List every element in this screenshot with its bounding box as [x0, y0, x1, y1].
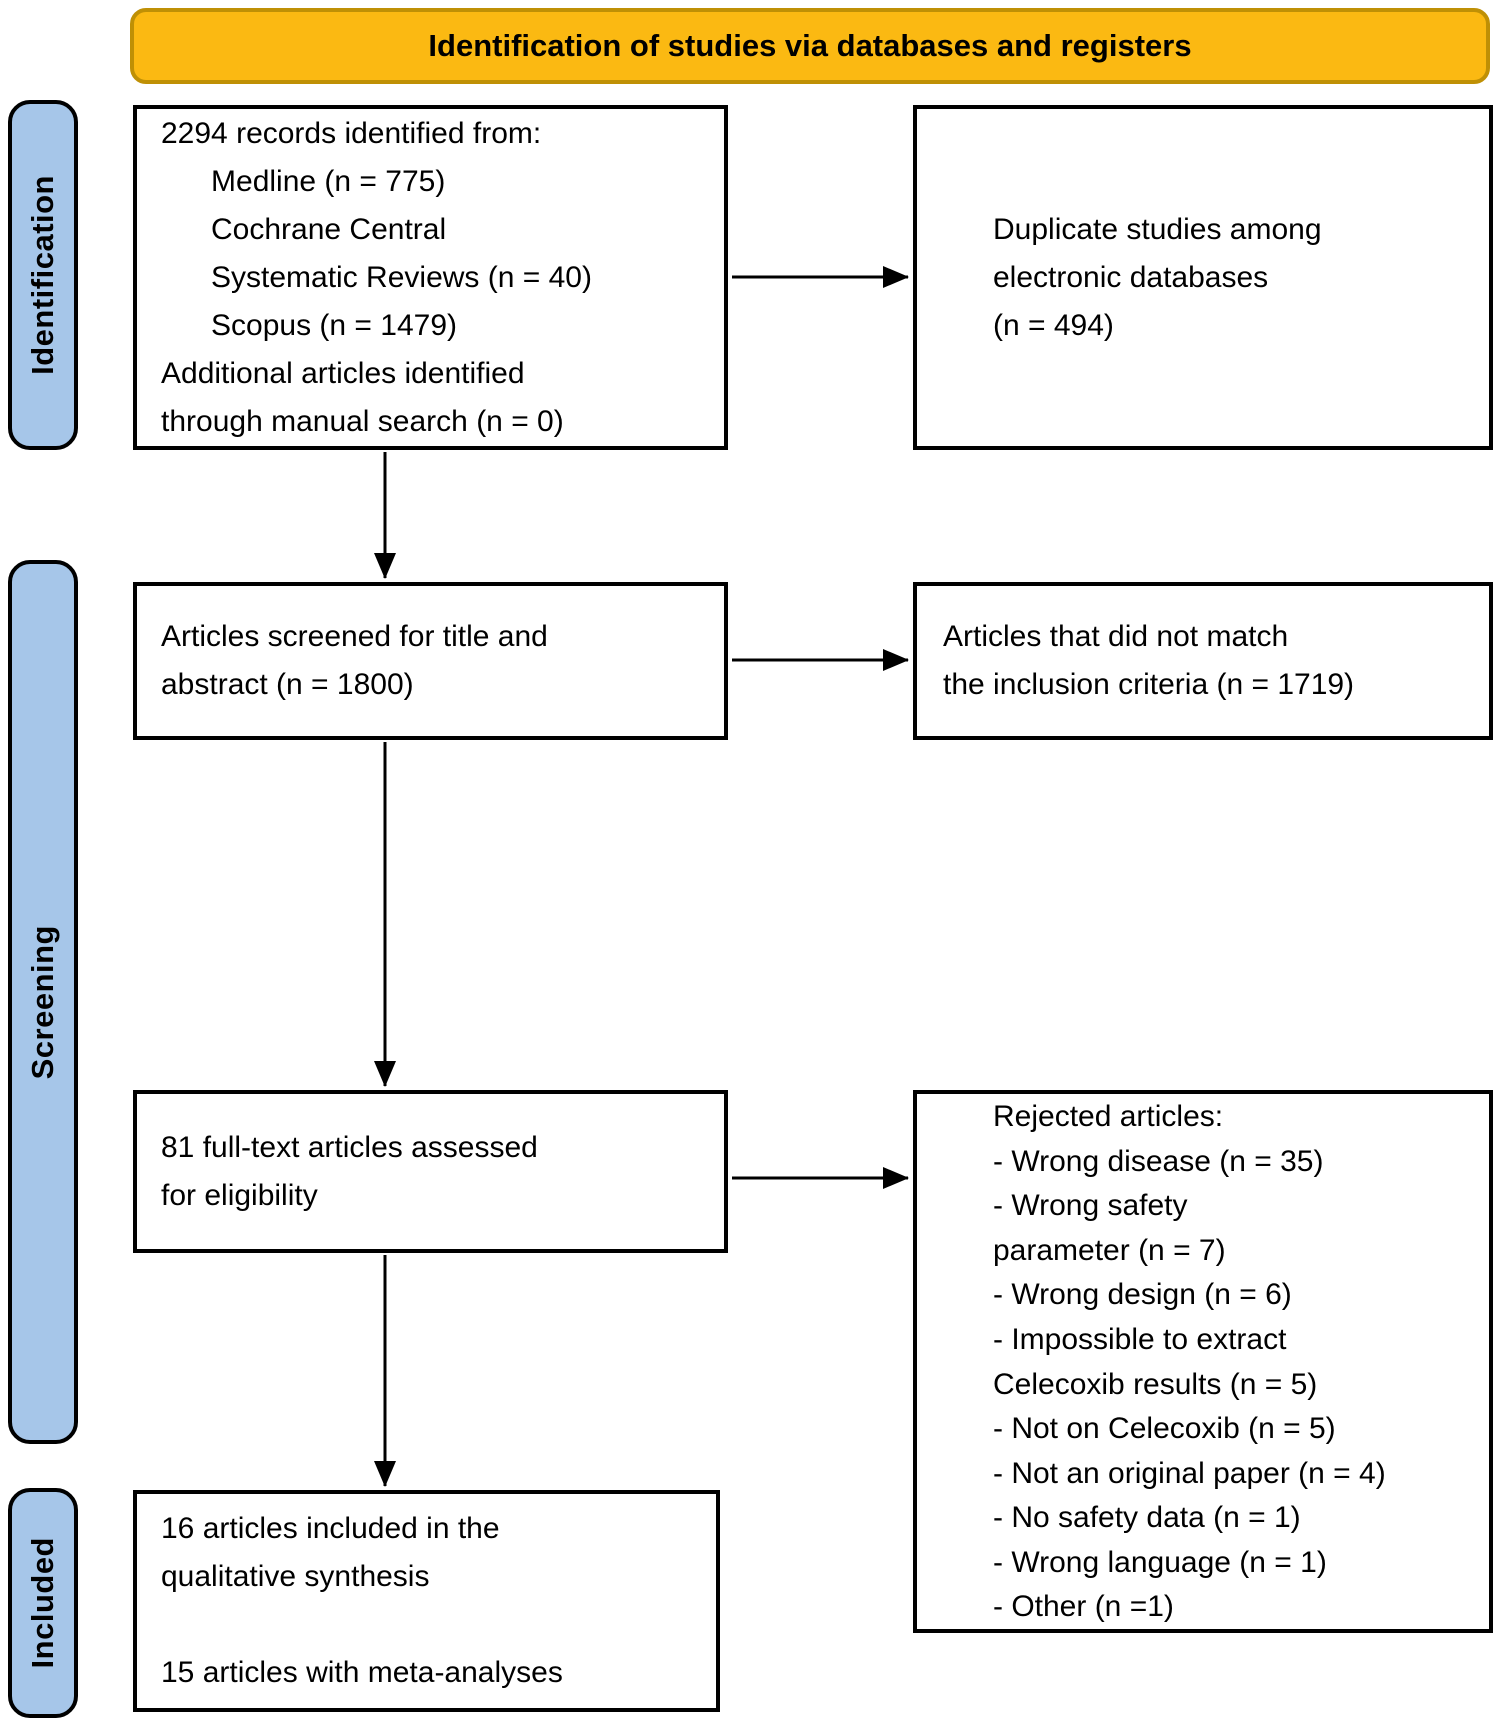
text-line: - Wrong design (n = 6): [993, 1278, 1292, 1312]
text-line: 81 full-text articles assessed: [161, 1130, 538, 1164]
text-line: [161, 1601, 708, 1649]
box-records-identified: [133, 105, 728, 450]
stage-label-screening: [8, 560, 78, 1444]
text-line: Articles screened for title and: [161, 620, 548, 653]
stage-label-included: [8, 1488, 78, 1718]
text-line: parameter (n = 7): [993, 1233, 1226, 1267]
text-line: - Wrong disease (n = 35): [993, 1144, 1324, 1178]
text-line: Articles that did not match: [943, 620, 1289, 653]
text-line: (n = 494): [993, 308, 1114, 342]
text-line: - Impossible to extract: [993, 1322, 1287, 1356]
stage-label-identification: [8, 100, 78, 450]
stage-label-screening-text: Screening: [25, 924, 60, 1080]
box-duplicate-studies: [913, 105, 1493, 450]
text-line: 16 articles included in the: [161, 1512, 500, 1545]
text-line: through manual search (n = 0): [161, 404, 564, 438]
text-line: Scopus (n = 1479): [161, 308, 458, 342]
text-line: Medline (n = 775): [161, 164, 446, 198]
box-articles-included: [133, 1490, 720, 1712]
text-line: qualitative synthesis: [161, 1560, 430, 1593]
text-line: abstract (n = 1800): [161, 668, 414, 701]
stage-label-included-text: Included: [25, 1537, 60, 1669]
text-line: Rejected articles:: [993, 1100, 1224, 1134]
text-line: - Wrong language (n = 1): [993, 1545, 1327, 1579]
text-line: Additional articles identified: [161, 356, 525, 390]
text-line: Systematic Reviews (n = 40): [161, 260, 592, 294]
text-line: - Not on Celecoxib (n = 5): [993, 1412, 1336, 1446]
box-articles-screened: [133, 582, 728, 740]
text-line: 2294 records identified from:: [161, 116, 542, 150]
text-line: for eligibility: [161, 1178, 318, 1212]
banner-title-text: Identification of studies via databases and registers: [428, 28, 1192, 63]
text-line: Duplicate studies among: [993, 212, 1322, 246]
box-rejected-articles: [913, 1090, 1493, 1633]
text-line: Celecoxib results (n = 5): [993, 1367, 1318, 1401]
text-line: - Wrong safety: [993, 1189, 1188, 1223]
text-line: 15 articles with meta-analyses: [161, 1656, 563, 1689]
text-line: electronic databases: [993, 260, 1269, 294]
box-fulltext-assessed: [133, 1090, 728, 1253]
text-line: - No safety data (n = 1): [993, 1501, 1301, 1535]
box-articles-not-matching: [913, 582, 1493, 740]
stage-label-identification-text: Identification: [25, 175, 60, 375]
text-line: the inclusion criteria (n = 1719): [943, 668, 1355, 701]
banner-title: [130, 8, 1490, 84]
text-line: Cochrane Central: [161, 212, 447, 246]
text-line: - Not an original paper (n = 4): [993, 1456, 1386, 1490]
text-line: - Other (n =1): [993, 1590, 1174, 1624]
